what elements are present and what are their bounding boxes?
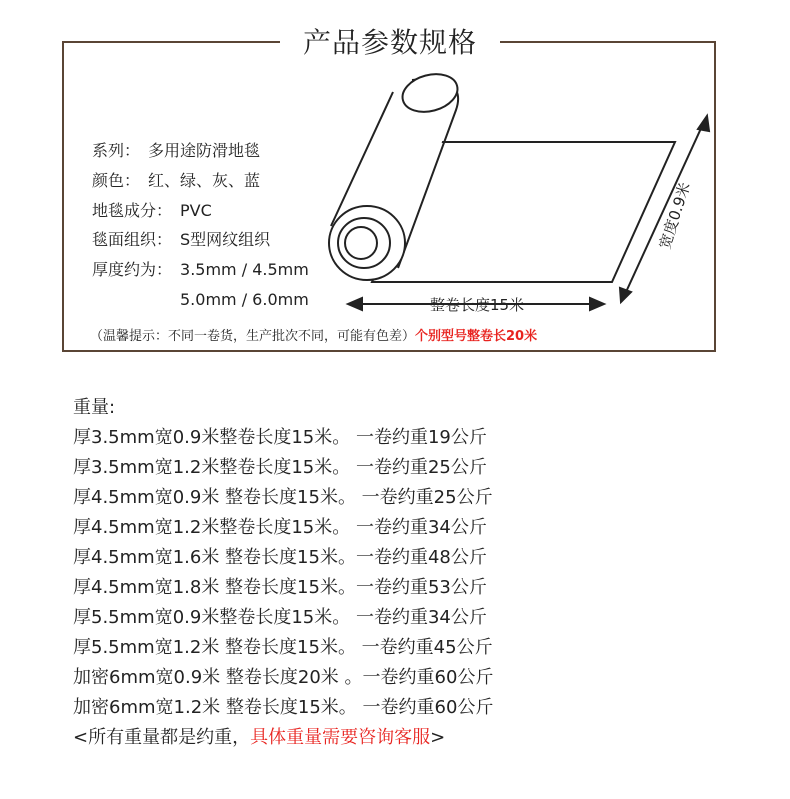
spec-thickness-value: 3.5mm / 4.5mm — [180, 260, 309, 279]
weight-row: 厚4.5mm宽1.6米 整卷长度15米。一卷约重48公斤 — [73, 547, 487, 568]
tip-note — [90, 325, 537, 344]
roll-end-outer — [329, 206, 405, 280]
spec-thickness-line2: 5.0mm / 6.0mm — [180, 290, 309, 309]
weight-row: 加密6mm宽0.9米 整卷长度20米 。一卷约重60公斤 — [73, 667, 494, 688]
spec-series-value: 多用途防滑地毯 — [148, 141, 261, 160]
length-label: 整卷长度15米 — [430, 296, 525, 314]
tip-note-text: （温馨提示：不同一卷货，生产批次不同，可能有色差） — [90, 329, 416, 344]
weight-row: 厚4.5mm宽1.2米整卷长度15米。 一卷约重34公斤 — [73, 517, 487, 538]
spec-series-label: 系列： — [92, 141, 141, 160]
spec-color-value: 红、绿、灰、蓝 — [148, 171, 261, 190]
weights-footer — [73, 723, 493, 753]
footer-prefix: <所有重量都是约重， — [73, 727, 251, 748]
weight-row: 加密6mm宽1.2米 整卷长度15米。 一卷约重60公斤 — [73, 697, 494, 718]
weight-row: 厚3.5mm宽1.2米整卷长度15米。 一卷约重25公斤 — [73, 457, 487, 478]
width-arrow-top — [698, 116, 709, 131]
spec-color-label: 颜色： — [92, 171, 141, 190]
footer-red: 具体重量需要咨询客服 — [250, 727, 431, 748]
weight-row: 厚5.5mm宽1.2米 整卷长度15米。 一卷约重45公斤 — [73, 637, 493, 658]
spec-material-value: PVC — [180, 201, 212, 220]
weight-row: 厚3.5mm宽0.9米整卷长度15米。 一卷约重19公斤 — [73, 427, 487, 448]
page-title: 产品参数规格 — [302, 26, 477, 59]
width-arrow-bottom — [620, 288, 631, 302]
width-label: 宽度0.9米 — [655, 180, 695, 252]
weight-row: 厚4.5mm宽1.8米 整卷长度15米。一卷约重53公斤 — [73, 577, 487, 598]
weight-row: 厚5.5mm宽0.9米整卷长度15米。 一卷约重34公斤 — [73, 607, 487, 628]
tip-note-red: 个别型号整卷长20米 — [415, 329, 538, 344]
weight-row: 厚4.5mm宽0.9米 整卷长度15米。 一卷约重25公斤 — [73, 487, 493, 508]
weights-list — [73, 393, 493, 753]
length-arrow-left — [348, 298, 362, 310]
weights-heading: 重量: — [73, 397, 116, 418]
spec-weave-label: 毯面组织： — [92, 230, 173, 249]
length-arrow-right — [590, 298, 604, 310]
spec-thickness-label: 厚度约为： — [92, 260, 173, 279]
spec-weave-value: S型网纹组织 — [180, 230, 271, 249]
footer-suffix: > — [430, 727, 446, 748]
spec-material-label: 地毯成分： — [92, 201, 173, 220]
